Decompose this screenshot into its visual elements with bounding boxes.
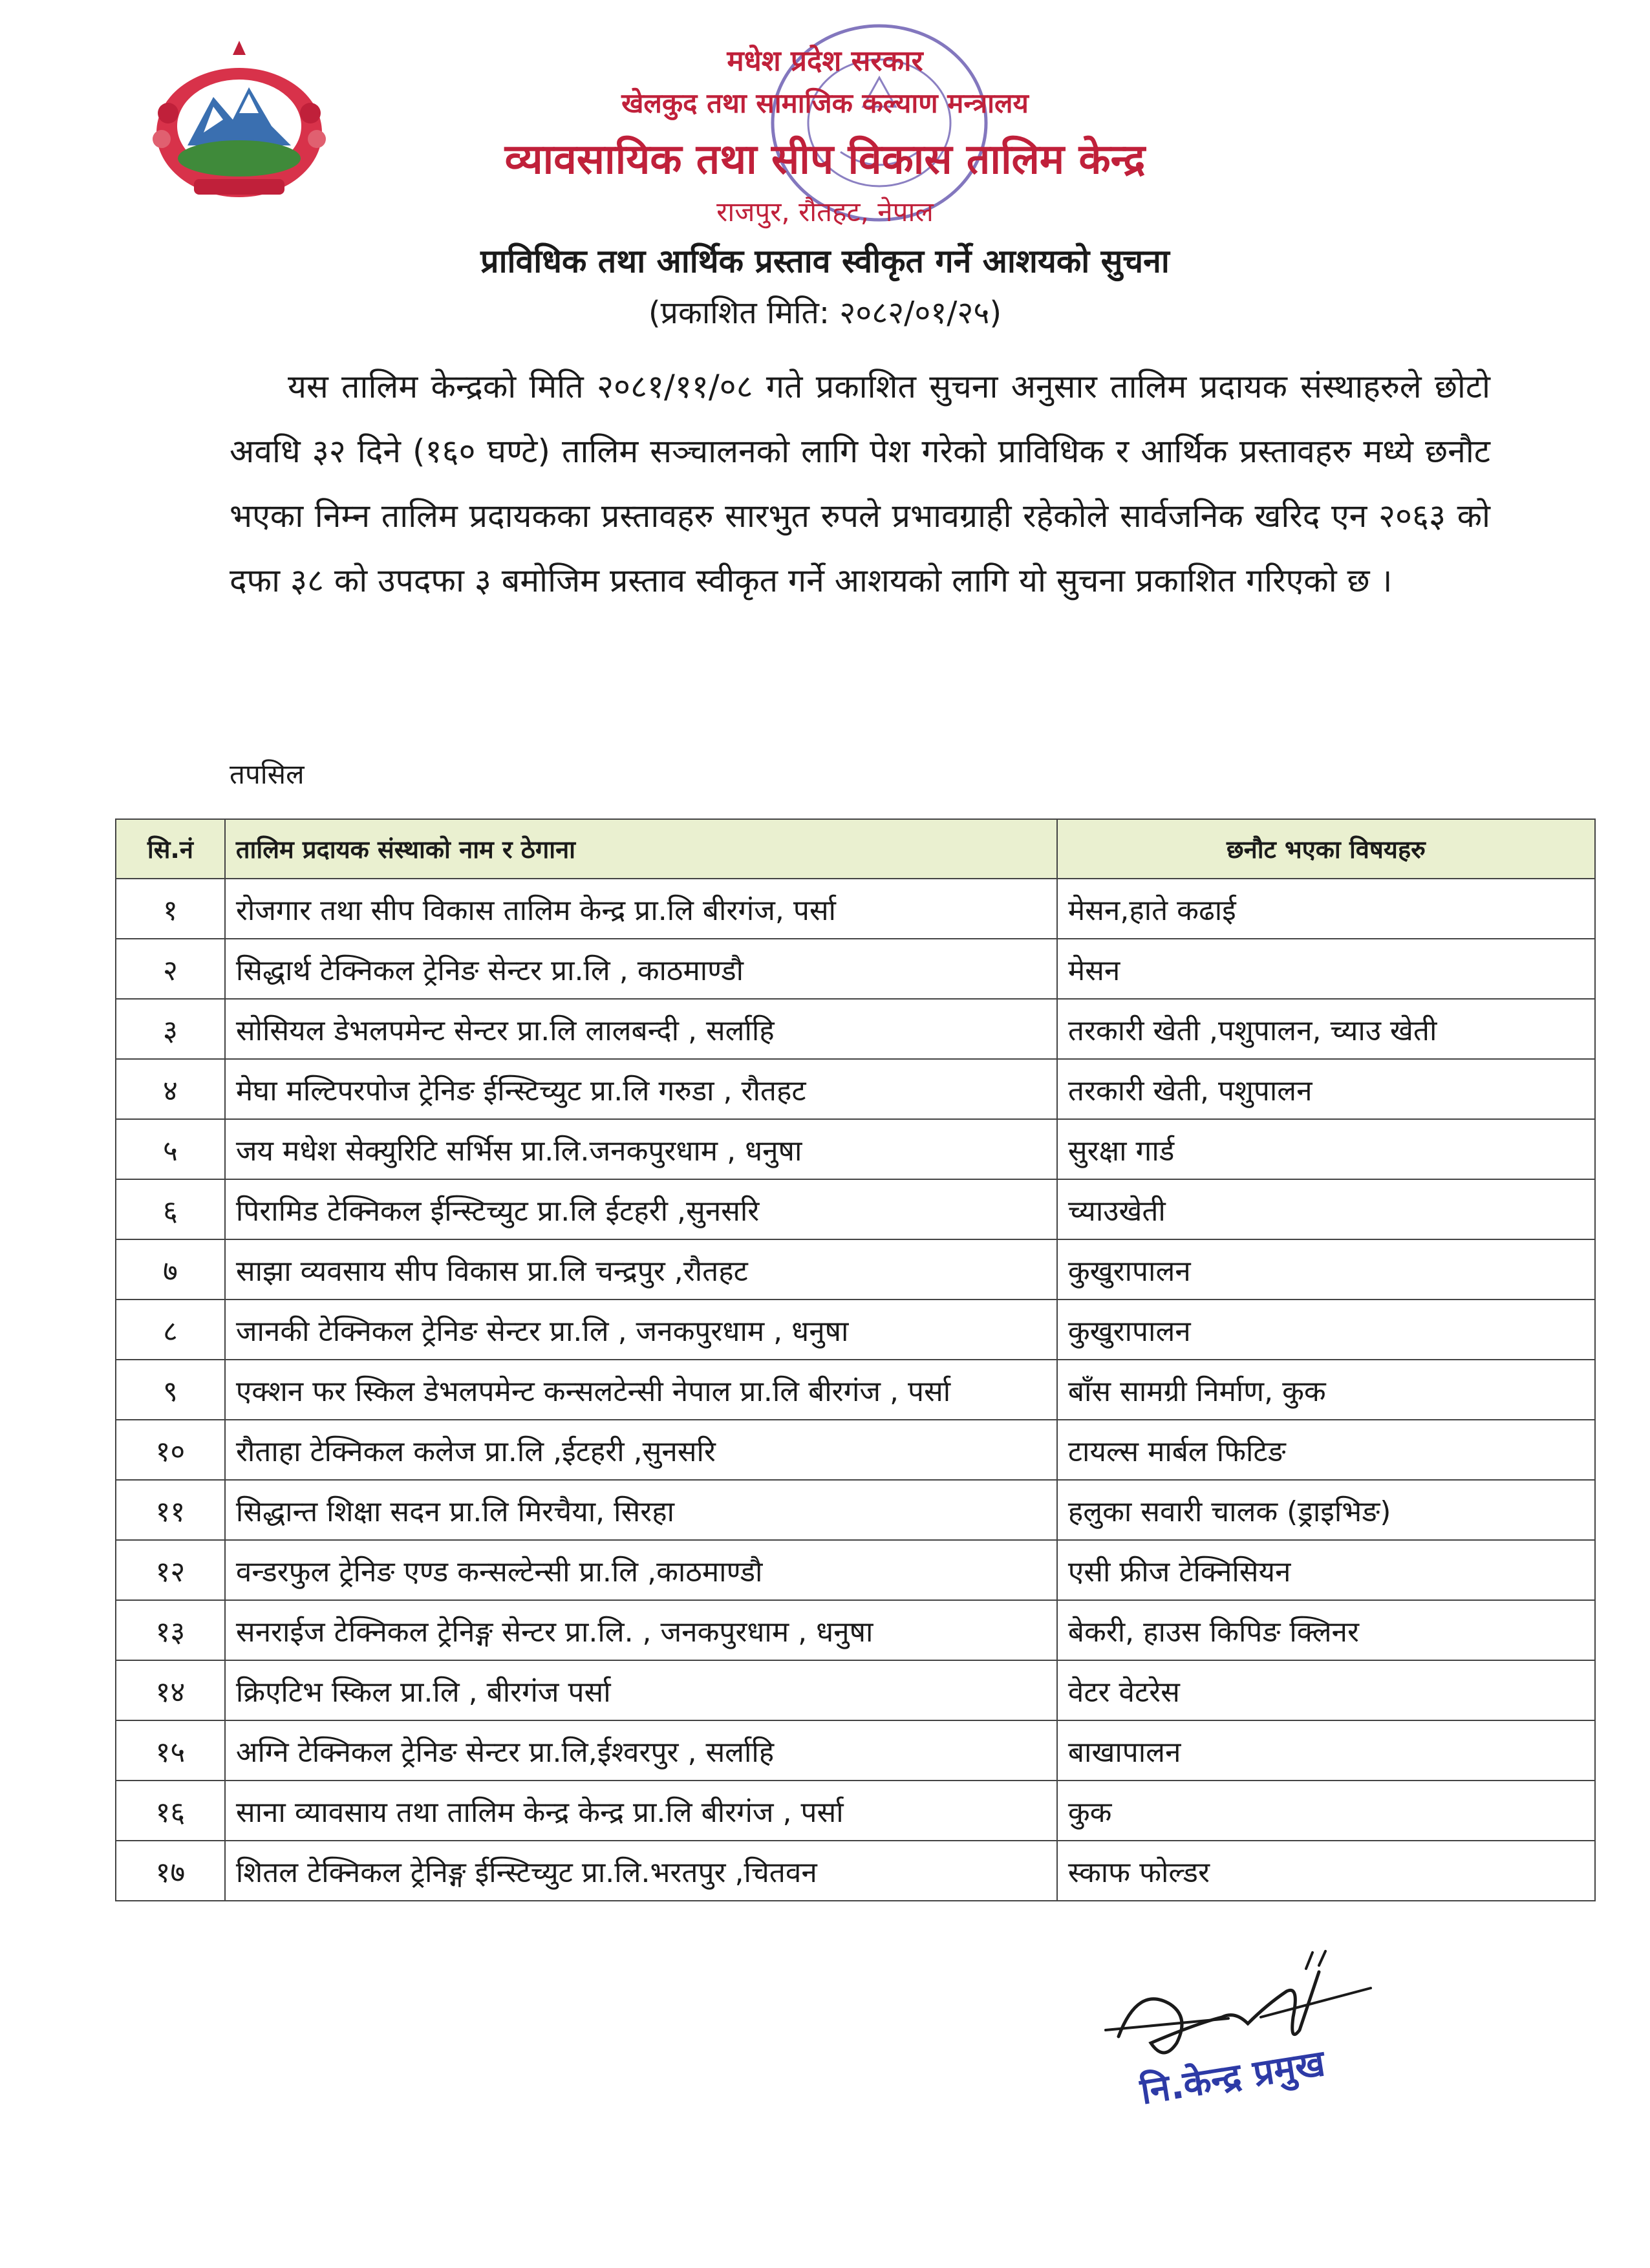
row-subjects: टायल्स मार्बल फिटिङ	[1057, 1420, 1595, 1480]
row-provider: एक्शन फर स्किल डेभलपमेन्ट कन्सलटेन्सी नेपाल प्रा.लि बीरगंज , पर्सा	[225, 1360, 1057, 1420]
table-row	[116, 1300, 1595, 1360]
row-subjects: वेटर वेटरेस	[1057, 1660, 1595, 1720]
table-row	[116, 1239, 1595, 1300]
table-row	[116, 1720, 1595, 1781]
row-serial: १०	[116, 1420, 225, 1480]
row-provider: अग्नि टेक्निकल ट्रेनिङ सेन्टर प्रा.लि,ईश्वरपुर , सर्लाहि	[225, 1720, 1057, 1781]
row-subjects: बेकरी, हाउस किपिङ क्लिनर	[1057, 1600, 1595, 1660]
table-row	[116, 1660, 1595, 1720]
row-serial: ३	[116, 999, 225, 1059]
row-serial: १३	[116, 1600, 225, 1660]
header-province: मधेश प्रदेश सरकार	[727, 45, 923, 78]
header-serial: सि.नं	[116, 819, 225, 879]
table-row	[116, 1059, 1595, 1119]
row-subjects: एसी फ्रीज टेक्निसियन	[1057, 1540, 1595, 1600]
annex-label: तपसिल	[230, 758, 305, 790]
header-subjects: छनौट भएका विषयहरु	[1057, 819, 1595, 879]
row-provider: सिद्धार्थ टेक्निकल ट्रेनिङ सेन्टर प्रा.लि , काठमाण्डौ	[225, 939, 1057, 999]
row-provider: वन्डरफुल ट्रेनिङ एण्ड कन्सल्टेन्सी प्रा.लि ,काठमाण्डौ	[225, 1540, 1057, 1600]
header-center-name: व्यावसायिक तथा सीप विकास तालिम केन्द्र	[504, 136, 1146, 184]
row-serial: १४	[116, 1660, 225, 1720]
notice-date: (प्रकाशित मिति: २०८२/०१/२५)	[648, 295, 1002, 331]
row-provider: शितल टेक्निकल ट्रेनिङ्ग ईन्स्टिच्युट प्रा.लि.भरतपुर ,चितवन	[225, 1841, 1057, 1901]
table-header-row	[116, 819, 1595, 879]
row-serial: ८	[116, 1300, 225, 1360]
row-subjects: बाखापालन	[1057, 1720, 1595, 1781]
row-subjects: कुखुरापालन	[1057, 1239, 1595, 1300]
row-serial: ५	[116, 1119, 225, 1179]
notice-body: यस तालिम केन्द्रको मिति २०८१/११/०८ गते प्रकाशित सुचना अनुसार तालिम प्रदायक संस्थाहरुले छोटो अवधि ३२ दिने (१६० घण्टे) तालिम सञ्चालनको लागि पेश गरेको प्राविधिक र आर्थिक प्रस्तावहरु मध्ये छनौट भएका निम्न तालिम प्रदायकका प्रस्तावहरु सारभुत रुपले प्रभावग्राही रहेकोले सार्वजनिक खरिद एन २०६३ को दफा ३८ को उपदफा ३ बमोजिम प्रस्ताव स्वीकृत गर्ने आशयको लागि यो सुचना प्रकाशित गरिएको छ ।	[230, 368, 1491, 599]
row-provider: रोजगार तथा सीप विकास तालिम केन्द्र प्रा.लि बीरगंज, पर्सा	[225, 879, 1057, 939]
notice-title: प्राविधिक तथा आर्थिक प्रस्ताव स्वीकृत गर्ने आशयको सुचना	[480, 242, 1170, 280]
table-row	[116, 1179, 1595, 1239]
row-provider: सनराईज टेक्निकल ट्रेनिङ्ग सेन्टर प्रा.लि. , जनकपुरधाम , धनुषा	[225, 1600, 1057, 1660]
row-serial: २	[116, 939, 225, 999]
table-row	[116, 999, 1595, 1059]
row-provider: साझा व्यवसाय सीप विकास प्रा.लि चन्द्रपुर ,रौतहट	[225, 1239, 1057, 1300]
signatory-title: नि.केन्द्र प्रमुख	[1137, 2042, 1328, 2113]
row-serial: ११	[116, 1480, 225, 1540]
row-serial: १७	[116, 1841, 225, 1901]
table-row	[116, 1480, 1595, 1540]
selected-providers-table	[115, 818, 1596, 1901]
table-row	[116, 1781, 1595, 1841]
row-provider: सिद्धान्त शिक्षा सदन प्रा.लि मिरचैया, सिरहा	[225, 1480, 1057, 1540]
row-serial: १५	[116, 1720, 225, 1781]
row-serial: ६	[116, 1179, 225, 1239]
row-provider: क्रिएटिभ स्किल प्रा.लि , बीरगंज पर्सा	[225, 1660, 1057, 1720]
row-subjects: कुखुरापालन	[1057, 1300, 1595, 1360]
table-row	[116, 1600, 1595, 1660]
header-ministry: खेलकुद तथा सामाजिक कल्याण मन्त्रालय	[621, 87, 1029, 119]
row-provider: जय मधेश सेक्युरिटि सर्भिस प्रा.लि.जनकपुरधाम , धनुषा	[225, 1119, 1057, 1179]
row-serial: १६	[116, 1781, 225, 1841]
header-address: राजपुर, रौतहट, नेपाल	[716, 196, 934, 228]
row-subjects: तरकारी खेती, पशुपालन	[1057, 1059, 1595, 1119]
table-row	[116, 1841, 1595, 1901]
table-row	[116, 879, 1595, 939]
row-provider: जानकी टेक्निकल ट्रेनिङ सेन्टर प्रा.लि , जनकपुरधाम , धनुषा	[225, 1300, 1057, 1360]
row-serial: १२	[116, 1540, 225, 1600]
row-subjects: मेसन,हाते कढाई	[1057, 879, 1595, 939]
row-provider: सोसियल डेभलपमेन्ट सेन्टर प्रा.लि लालबन्दी , सर्लाहि	[225, 999, 1057, 1059]
table-row	[116, 939, 1595, 999]
row-subjects: हलुका सवारी चालक (ड्राइभिङ)	[1057, 1480, 1595, 1540]
table-row	[116, 1360, 1595, 1420]
row-subjects: सुरक्षा गार्ड	[1057, 1119, 1595, 1179]
row-subjects: कुक	[1057, 1781, 1595, 1841]
row-serial: ७	[116, 1239, 225, 1300]
row-subjects: तरकारी खेती ,पशुपालन, च्याउ खेती	[1057, 999, 1595, 1059]
row-subjects: बाँस सामग्री निर्माण, कुक	[1057, 1360, 1595, 1420]
header-provider-name: तालिम प्रदायक संस्थाको नाम र ठेगाना	[225, 819, 1057, 879]
table-row	[116, 1119, 1595, 1179]
row-subjects: मेसन	[1057, 939, 1595, 999]
row-serial: १	[116, 879, 225, 939]
row-serial: ९	[116, 1360, 225, 1420]
row-provider: साना व्यावसाय तथा तालिम केन्द्र केन्द्र प्रा.लि बीरगंज , पर्सा	[225, 1781, 1057, 1841]
row-subjects: स्काफ फोल्डर	[1057, 1841, 1595, 1901]
row-provider: पिरामिड टेक्निकल ईन्स्टिच्युट प्रा.लि ईटहरी ,सुनसरि	[225, 1179, 1057, 1239]
row-subjects: च्याउखेती	[1057, 1179, 1595, 1239]
table-row	[116, 1420, 1595, 1480]
row-provider: मेघा मल्टिपरपोज ट्रेनिङ ईन्स्टिच्युट प्रा.लि गरुडा , रौतहट	[225, 1059, 1057, 1119]
table-row	[116, 1540, 1595, 1600]
row-provider: रौताहा टेक्निकल कलेज प्रा.लि ,ईटहरी ,सुनसरि	[225, 1420, 1057, 1480]
row-serial: ४	[116, 1059, 225, 1119]
